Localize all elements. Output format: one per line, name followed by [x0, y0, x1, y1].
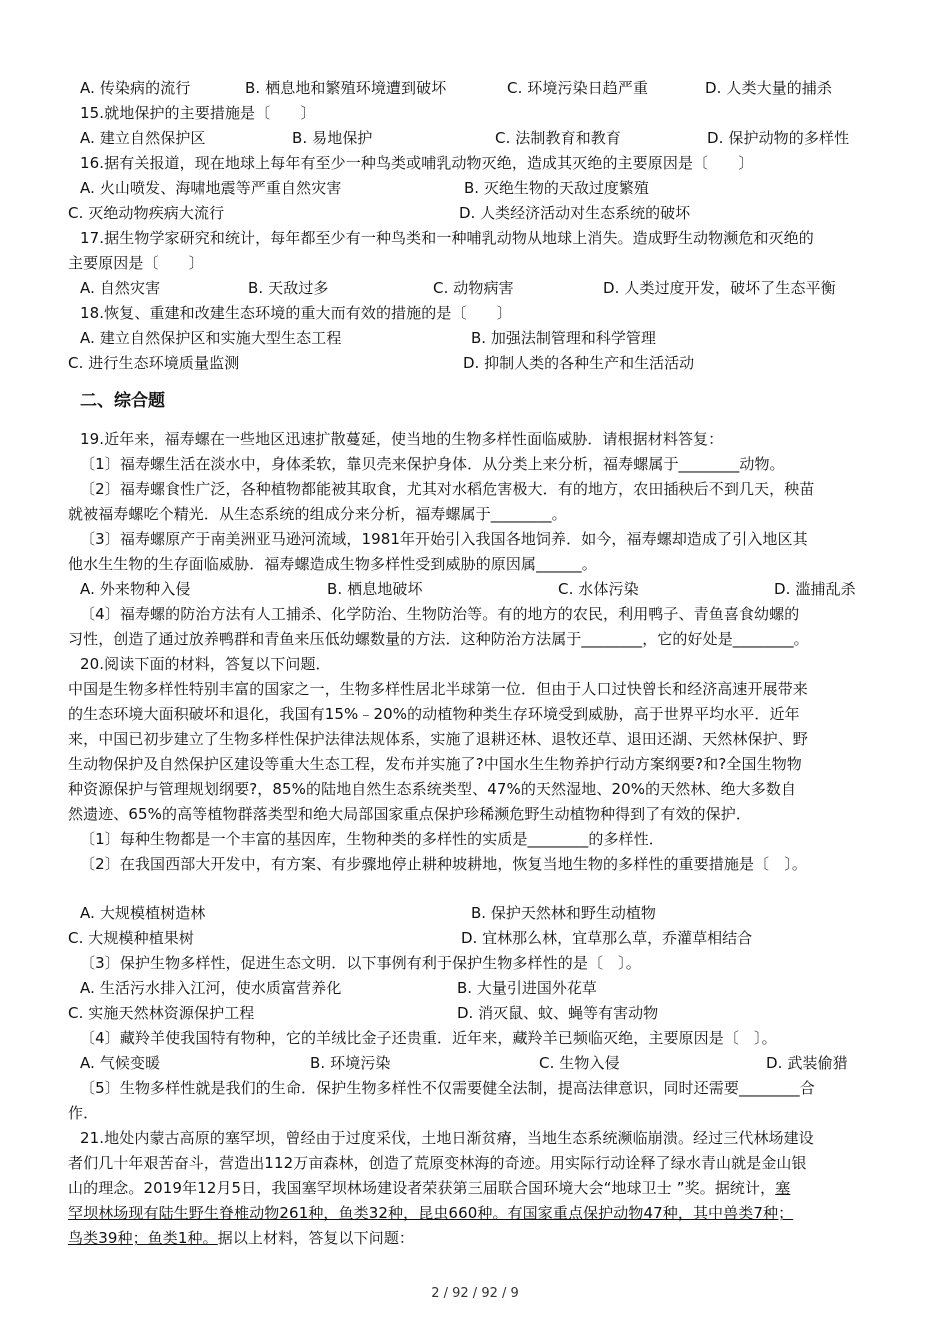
- q21-line5-text: 据以上材料，答复以下问题：: [217, 1229, 415, 1247]
- q17-option-d: D. 人类过度开发，破坏了生态平衡: [603, 279, 836, 297]
- q20-part2: 〔2〕在我国西部大开发中，有方案、有步骤地停止耕种坡耕地，恢复当地生物的多样性的重要措施是〔 〕。: [80, 855, 807, 873]
- q18-option-b: B. 加强法制管理和科学管理: [471, 329, 656, 347]
- q19-option-c: C. 水体污染: [558, 580, 639, 598]
- q19-option-b: B. 栖息地破坏: [327, 580, 423, 598]
- q17-option-a: A. 自然灾害: [80, 279, 161, 297]
- page-number: 2 / 92 / 92 / 9: [431, 1286, 519, 1301]
- q21-line3: [68, 1176, 892, 1200]
- q15-option-a: A. 建立自然保护区: [80, 129, 206, 147]
- q18-option-a: A. 建立自然保护区和实施大型生态工程: [80, 329, 342, 347]
- q19-part4-line1: 〔4〕福寿螺的防治方法有人工捕杀、化学防治、生物防治等。有的地方的农民，利用鸭子、青鱼喜食幼螺的: [80, 605, 800, 623]
- q18-option-c: C. 进行生态环境质量监测: [68, 354, 240, 372]
- q15-option-d: D. 保护动物的多样性: [707, 129, 850, 147]
- q16-stem: 16.据有关报道，现在地球上每年有至少一种鸟类或哺乳动物灭绝，造成其灭绝的主要原因是〔 〕: [80, 154, 754, 172]
- q20-part4: 〔4〕藏羚羊使我国特有物种，它的羊绒比金子还贵重．近年来，藏羚羊已频临灭绝，主要原因是〔 〕。: [80, 1029, 777, 1047]
- q20-stem: 20.阅读下面的材料，答复以下问题．: [80, 655, 331, 673]
- q15-options: [80, 126, 892, 150]
- q20-p4-option-d: D. 武装偷猎: [766, 1054, 848, 1072]
- q20-p4-option-a: A. 气候变暖: [80, 1054, 161, 1072]
- q19-part3-line2: 他水生生物的生存面临威胁．福寿螺造成生物多样性受到威胁的原因属______。: [68, 555, 597, 573]
- q21-line4: [68, 1201, 892, 1225]
- q21-line3-underlined: 塞: [775, 1179, 791, 1197]
- q17-option-b: B. 天敌过多: [248, 279, 329, 297]
- q19-part3-line1: 〔3〕福寿螺原产于南美洲亚马逊河流域，1981年开始引入我国各地饲养．如今，福寿螺却造成了引入地区其: [80, 530, 808, 548]
- q21-line5-underlined: 鸟类39种；鱼类1种。: [68, 1229, 218, 1247]
- q17-options: [80, 276, 892, 300]
- q21-line4-underlined: 罕坝林场现有陆生野生脊椎动物261种，鱼类32种，昆虫660种。有国家重点保护动物47种，其中兽类7种；: [68, 1204, 794, 1222]
- q16-option-a: A. 火山喷发、海啸地震等严重自然灾害: [80, 179, 342, 197]
- q20-p3-option-c: C. 实施天然林资源保护工程: [68, 1004, 255, 1022]
- q15-option-c: C. 法制教育和教育: [495, 129, 622, 147]
- q19-part1: 〔1〕福寿螺生活在淡水中，身体柔软，靠贝壳来保护身体．从分类上来分析，福寿螺属于________动物。: [80, 455, 785, 473]
- q19-option-d: D. 滥捕乱杀: [774, 580, 856, 598]
- q20-material-line: 种资源保护与管理规划纲要?，85%的陆地自然生态系统类型、47%的天然湿地、20%的天然林、绝大多数自: [68, 780, 797, 798]
- q20-p4-option-b: B. 环境污染: [310, 1054, 391, 1072]
- q20-p4-options: [80, 1051, 892, 1075]
- q20-part5-line1: 〔5〕生物多样性就是我们的生命．保护生物多样性不仅需要健全法制，提高法律意识，同时还需要________合: [80, 1079, 815, 1097]
- q20-p3-option-b: B. 大量引进国外花草: [457, 979, 597, 997]
- q19-option-a: A. 外来物种入侵: [80, 580, 191, 598]
- q19-part3-options: [80, 577, 892, 601]
- q20-material-line: 生动物保护及自然保护区建设等重大生态工程，发布并实施了?中国水生生物养护行动方案纲要?和?全国生物物: [68, 755, 802, 773]
- q20-part1: 〔1〕每种生物都是一个丰富的基因库，生物种类的多样性的实质是________的多样性．: [80, 830, 664, 848]
- q16-option-d: D. 人类经济活动对生态系统的破坏: [459, 204, 691, 222]
- q20-p3-option-d: D. 消灭鼠、蚊、蝇等有害动物: [457, 1004, 659, 1022]
- q15-stem: 15.就地保护的主要措施是〔 〕: [80, 104, 316, 122]
- q15-option-b: B. 易地保护: [292, 129, 373, 147]
- q18-stem: 18.恢复、重建和改建生态环境的重大而有效的措施的是〔 〕: [80, 304, 512, 322]
- q21-line3-text: 山的理念。2019年12月5日，我国塞罕坝林场建设者荣获第三届联合国环境大会“地球卫士 ”奖。据统计，: [68, 1179, 776, 1197]
- q19-part2-line2: 就被福寿螺吃个精光．从生态系统的组成分来分析，福寿螺属于________。: [68, 505, 567, 523]
- q20-p2-option-c: C. 大规模种植果树: [68, 929, 195, 947]
- q20-material-line: 来，中国已初步建立了生物多样性保护法律法规体系，实施了退耕还林、退牧还草、退田还湖、天然林保护、野: [68, 730, 808, 748]
- q16-option-b: B. 灭绝生物的天敌过度繁殖: [464, 179, 649, 197]
- q14-option-b: B. 栖息地和繁殖环境遭到破坏: [245, 79, 447, 97]
- q20-p4-option-c: C. 生物入侵: [539, 1054, 620, 1072]
- q14-option-d: D. 人类大量的捕杀: [705, 79, 833, 97]
- q17-option-c: C. 动物病害: [433, 279, 514, 297]
- q20-material-line: 的生态环境大面积破坏和退化，我国有15%﹣20%的动植物种类生存环境受到威胁，高于世界平均水平．近年: [68, 705, 800, 723]
- q14-options: [80, 76, 892, 100]
- q20-p2-option-d: D. 宜林那么林，宜草那么草，乔灌草相结合: [461, 929, 753, 947]
- q19-part4-line2: 习性，创造了通过放养鸭群和青鱼来压低幼螺数量的方法．这种防治方法属于________，它的好处是________。: [68, 630, 809, 648]
- q20-material-line: 然遗迹、65%的高等植物群落类型和绝大局部国家重点保护珍稀濒危野生动植物种得到了有效的保护．: [68, 805, 751, 823]
- q20-material-line: 中国是生物多样性特别丰富的国家之一，生物多样性居北半球第一位．但由于人口过快曾长和经济高速开展带来: [68, 680, 808, 698]
- q19-part2-line1: 〔2〕福寿螺食性广泛，各种植物都能被其取食，尤其对水稻危害极大．有的地方，农田插秧后不到几天，秧苗: [80, 480, 815, 498]
- q20-p2-option-b: B. 保护天然林和野生动植物: [471, 904, 656, 922]
- q21-line2: 者们几十年艰苦奋斗，营造出112万亩森林，创造了荒原变林海的奇迹。用实际行动诠释了绿水青山就是金山银: [68, 1154, 807, 1172]
- q20-part5-line2: 作．: [68, 1104, 99, 1122]
- q17-stem-line1: 17.据生物学家研究和统计，每年都至少有一种鸟类和一种哺乳动物从地球上消失。造成野生动物濒危和灭绝的: [80, 229, 814, 247]
- q14-option-a: A. 传染病的流行: [80, 79, 191, 97]
- q20-p2-option-a: A. 大规模植树造林: [80, 904, 206, 922]
- q20-p3-option-a: A. 生活污水排入江河，使水质富营养化: [80, 979, 342, 997]
- q17-stem-line2: 主要原因是〔 〕: [68, 254, 204, 272]
- q16-option-c: C. 灭绝动物疾病大流行: [68, 204, 225, 222]
- q20-part3: 〔3〕保护生物多样性，促进生态文明．以下事例有利于保护生物多样性的是〔 〕。: [80, 954, 641, 972]
- q18-option-d: D. 抑制人类的各种生产和生活活动: [463, 354, 695, 372]
- section-title-comprehensive: 二、综合题: [80, 391, 165, 411]
- q14-option-c: C. 环境污染日趋严重: [507, 79, 649, 97]
- q19-stem: 19.近年来，福寿螺在一些地区迅速扩散蔓延，使当地的生物多样性面临威胁．请根据材料答复：: [80, 430, 724, 448]
- q21-line1: 21.地处内蒙古高原的塞罕坝，曾经由于过度采伐，土地日渐贫瘠，当地生态系统濒临崩溃。经过三代林场建设: [80, 1129, 814, 1147]
- q21-line5: [68, 1226, 892, 1250]
